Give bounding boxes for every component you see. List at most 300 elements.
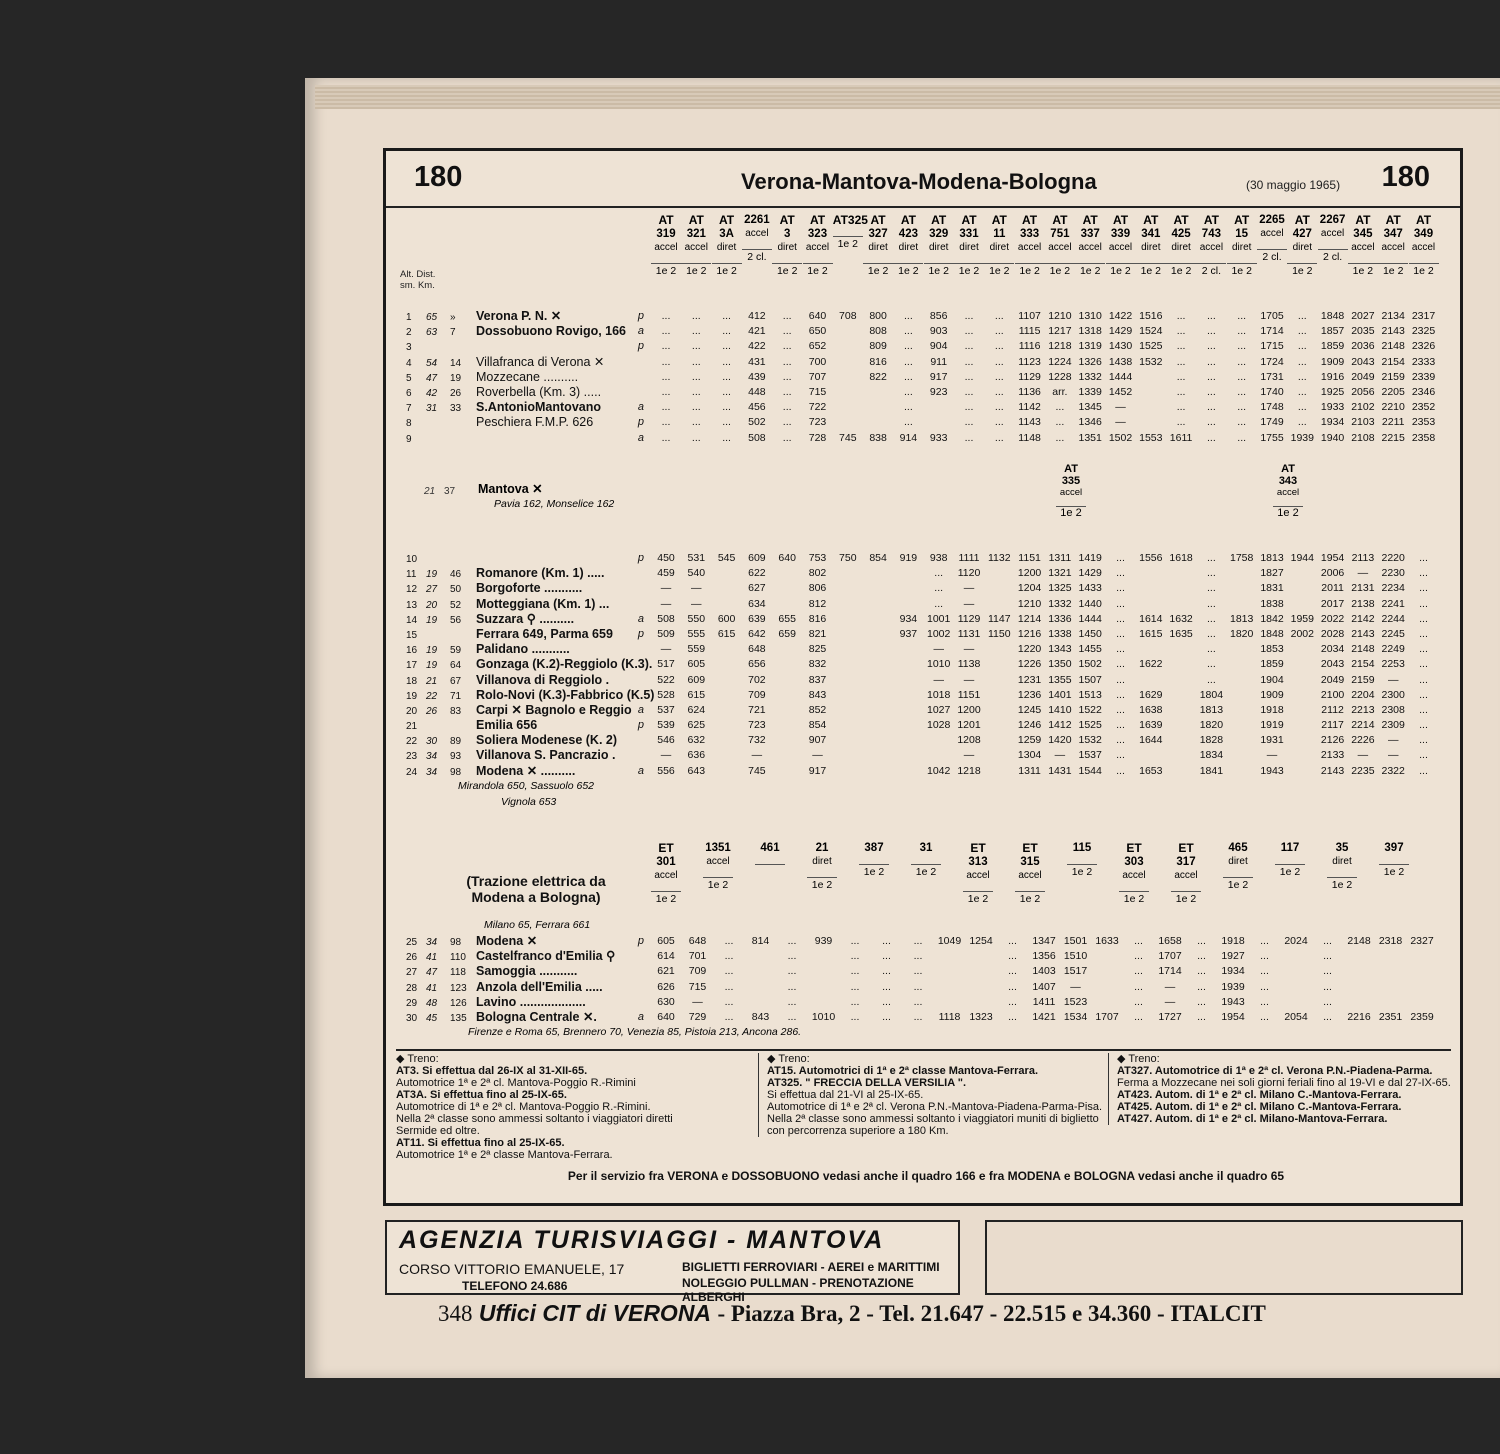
station-row (406, 748, 646, 763)
time-cell: 1705 (1260, 310, 1284, 322)
time-cell: 1813 (1199, 703, 1224, 716)
time-cell: 1420 (1048, 734, 1072, 747)
station-altitude: 31 (426, 403, 438, 415)
time-cell: 1618 (1169, 552, 1193, 564)
time-cell: 1216 (1017, 627, 1042, 640)
time-cell: 2036 (1351, 340, 1375, 353)
time-cell: ... (1207, 612, 1216, 625)
train-class: 1e 2 (1223, 877, 1253, 892)
time-cell: 937 (899, 627, 918, 640)
train-column-header (1318, 213, 1348, 264)
time-cell: 2211 (1381, 416, 1405, 429)
train-column-header (924, 213, 954, 278)
time-cell: 1644 (1139, 734, 1163, 747)
time-cell: ... (882, 995, 891, 1008)
time-cell: 1444 (1078, 612, 1102, 625)
train-number: 345 (1353, 228, 1373, 240)
station-name: Rolo-Novi (K.3)-Fabbrico (K.5) (476, 687, 655, 702)
time-cell: 1138 (957, 658, 981, 671)
row-number: 4 (406, 357, 412, 369)
station-name: Emilia 656 (476, 718, 538, 733)
time-cell: 2108 (1351, 431, 1375, 444)
time-cell: 852 (808, 703, 827, 716)
time-cell: 1707 (1095, 1010, 1119, 1023)
time-cell: ... (1134, 935, 1143, 947)
train-column-header (1166, 213, 1196, 278)
train-category: diret (928, 242, 949, 253)
time-cell: ... (1008, 1010, 1017, 1023)
time-cell: 2143 (1320, 764, 1345, 777)
station-name: Villafranca di Verona ✕ (476, 354, 605, 369)
time-cell: 652 (808, 340, 827, 353)
time-cell: 1027 (927, 703, 951, 716)
time-cell: 1748 (1260, 401, 1284, 414)
time-cell: 609 (748, 552, 766, 564)
time-cell: 1927 (1221, 950, 1245, 963)
station-row (406, 657, 653, 672)
train-category: accel (1351, 242, 1375, 253)
time-cell: — (691, 582, 702, 595)
time-cell: 802 (808, 567, 827, 580)
station-altitude: 47 (426, 967, 438, 979)
train-column-header (1223, 841, 1253, 892)
time-cell: — (963, 582, 975, 595)
time-cell: 2346 (1411, 385, 1436, 398)
time-cell: ... (913, 965, 923, 978)
time-cell: ... (1323, 965, 1332, 978)
time-cell: 2054 (1284, 1010, 1308, 1023)
table-header (386, 151, 1460, 208)
time-cell: — (963, 643, 975, 656)
time-cell: 1150 (988, 627, 1011, 640)
time-cell: 750 (839, 552, 857, 564)
time-cell: 556 (657, 764, 675, 777)
station-name: Villanova di Reggiolo . (476, 672, 610, 687)
train-type: ET (1126, 841, 1142, 855)
time-cell: 1939 (1290, 431, 1314, 444)
connections-bottom: Firenze e Roma 65, Brennero 70, Venezia 85, Pistoia 213, Ancona 286. (468, 1026, 802, 1038)
time-cell: ... (904, 370, 913, 383)
train-class: 1e 2 (1273, 506, 1303, 519)
time-cell: 643 (687, 764, 706, 777)
train-class: 1e 2 (1119, 891, 1149, 906)
time-cell: ... (904, 325, 913, 338)
time-cell: ... (724, 995, 734, 1008)
time-cell: 2154 (1351, 658, 1375, 671)
time-cell: ... (1207, 673, 1216, 686)
connections-note: Mirandola 650, Sassuolo 652 (458, 780, 595, 792)
time-cell: ... (1207, 567, 1216, 580)
time-cell: 1343 (1048, 643, 1072, 656)
time-cell: ... (934, 597, 944, 610)
time-cell: ... (1116, 643, 1125, 656)
time-cell: 1116 (1018, 340, 1041, 353)
timetable-row (651, 597, 1451, 612)
arr-dep-marker: a (637, 612, 644, 625)
station-altitude: 34 (426, 937, 438, 948)
time-cell: 422 (748, 340, 766, 353)
time-cell: 2351 (1378, 1010, 1403, 1023)
time-cell: 2011 (1321, 582, 1344, 595)
traction-note: (Trazione elettrica da Modena a Bologna) (466, 873, 606, 905)
train-number: 341 (1141, 228, 1161, 240)
time-cell: ... (1116, 627, 1125, 640)
timetable-row (651, 995, 1451, 1010)
station-km: 26 (450, 387, 462, 399)
time-cell: ... (913, 995, 923, 1008)
time-cell: ... (782, 310, 792, 322)
time-cell: ... (787, 995, 797, 1008)
time-cell: 1218 (957, 764, 981, 777)
time-cell: 508 (657, 612, 675, 625)
time-cell: — (933, 673, 944, 686)
time-cell: ... (1207, 582, 1216, 595)
train-category: accel (1017, 242, 1042, 253)
time-cell: 1326 (1078, 355, 1102, 368)
time-cell: 2102 (1351, 401, 1375, 414)
time-cell: 1111 (958, 552, 980, 564)
time-cell: ... (1207, 658, 1216, 671)
time-cell: — (1266, 749, 1278, 762)
time-cell: ... (1237, 325, 1247, 338)
time-cell: 1525 (1139, 340, 1163, 353)
footnote-line: Si effettua dal 21-VI al 25-IX-65. (767, 1089, 924, 1101)
train-number: 313 (968, 856, 988, 868)
time-cell: 1452 (1108, 385, 1133, 398)
arr-dep-marker: a (637, 703, 644, 716)
station-row (406, 612, 646, 627)
time-cell: ... (722, 310, 731, 322)
time-cell: 625 (687, 719, 706, 732)
train-class: 1e 2 (703, 877, 733, 892)
time-cell: ... (661, 325, 671, 338)
time-cell: ... (1237, 310, 1247, 322)
time-cell: ... (782, 325, 792, 338)
train-column-header (1196, 213, 1226, 278)
station-km: 71 (450, 690, 462, 702)
time-cell: 412 (748, 310, 766, 322)
time-cell: ... (1207, 627, 1216, 640)
time-cell: 837 (808, 673, 827, 686)
timetable-row (651, 733, 1451, 748)
time-cell: ... (1237, 370, 1247, 383)
time-cell: 939 (814, 935, 833, 947)
time-cell: 636 (687, 749, 706, 762)
time-cell: ... (882, 950, 891, 963)
km-label: Km. (417, 280, 435, 291)
train-column-header (742, 213, 772, 264)
time-cell: 1629 (1139, 688, 1163, 701)
footnote-line: Automotrice di 1ª e 2ª cl. Mantova-Poggio R.-Rimini. (396, 1101, 651, 1113)
time-cell: ... (1207, 385, 1216, 398)
time-cell: 1204 (1017, 582, 1042, 595)
train-number: 2267 (1319, 214, 1346, 226)
train-column-header (1227, 213, 1257, 278)
time-cell: — (1164, 995, 1176, 1008)
time-cell: 1254 (969, 935, 993, 947)
row-number: 8 (406, 418, 412, 430)
time-cell: 2333 (1411, 355, 1436, 368)
time-cell: — (1357, 567, 1369, 580)
train-category: accel (966, 870, 990, 881)
station-row (406, 642, 646, 657)
station-name: Gonzaga (K.2)-Reggiolo (K.3). (476, 657, 653, 672)
time-cell: ... (1260, 1010, 1269, 1023)
time-cell: ... (1008, 935, 1017, 947)
train-column-header (712, 213, 742, 278)
time-cell: 709 (688, 965, 707, 978)
time-cell: ... (1237, 385, 1247, 398)
train-class: 1e 2 (1075, 263, 1105, 278)
time-cell: ... (691, 355, 701, 368)
time-cell: 1707 (1158, 950, 1182, 963)
time-cell: ... (1207, 401, 1216, 414)
train-number: 387 (864, 842, 884, 854)
train-type: AT (1355, 213, 1371, 227)
time-cell: 1438 (1108, 355, 1133, 368)
time-cell: 1909 (1260, 688, 1284, 701)
station-altitude: 19 (426, 569, 438, 581)
row-number: 16 (406, 645, 418, 657)
time-cell: 1934 (1320, 416, 1345, 429)
time-cell: — (1054, 749, 1066, 762)
time-cell: 2154 (1381, 355, 1405, 368)
time-cell: ... (1419, 719, 1428, 732)
time-cell: ... (782, 355, 792, 368)
time-cell: 559 (687, 643, 706, 656)
time-cell: ... (904, 355, 913, 368)
time-cell: ... (994, 355, 1004, 368)
advert-box (385, 1220, 960, 1304)
timetable-row (651, 385, 1451, 400)
time-cell: 715 (808, 385, 827, 398)
time-cell: ... (1116, 719, 1125, 732)
timetable-row (651, 612, 1451, 627)
train-column-header (863, 213, 893, 278)
time-cell: ... (1055, 431, 1065, 444)
time-cell: 1220 (1017, 643, 1042, 656)
time-cell: 1129 (957, 612, 981, 625)
time-cell: 1553 (1139, 431, 1163, 444)
train-category: diret (898, 242, 919, 253)
time-cell: 2134 (1381, 310, 1405, 322)
time-cell: 1419 (1078, 552, 1102, 564)
arr-dep-marker: p (637, 935, 644, 947)
time-cell: ... (994, 385, 1004, 398)
station-altitude: 20 (426, 599, 438, 611)
time-cell: 2235 (1351, 764, 1375, 777)
time-cell: 2028 (1320, 627, 1345, 640)
time-cell: 808 (869, 325, 887, 338)
station-name: Verona P. N. ✕ (476, 309, 562, 323)
time-cell: 1217 (1048, 325, 1072, 338)
train-class: 1e 2 (807, 877, 837, 892)
time-cell: 917 (808, 764, 827, 777)
time-cell: 753 (808, 552, 827, 564)
time-cell: ... (1237, 355, 1247, 368)
time-cell: ... (1197, 980, 1206, 993)
station-name: Borgoforte ........... (476, 581, 583, 596)
time-cell: 1429 (1108, 325, 1133, 338)
train-number: 1351 (705, 842, 731, 854)
station-row (406, 980, 646, 995)
time-cell: 700 (808, 355, 827, 368)
station-altitude: 19 (426, 660, 438, 672)
time-cell: 1410 (1048, 703, 1072, 716)
time-cell: ... (691, 431, 701, 444)
footnote-line: AT11. Si effettua fino al 25-IX-65. (396, 1137, 565, 1149)
train-number: 301 (656, 856, 676, 868)
footnote-line: ◆ Treno: (1117, 1053, 1160, 1065)
time-cell: ... (782, 416, 792, 429)
time-cell: 1918 (1221, 935, 1245, 947)
station-km: 52 (450, 599, 462, 611)
time-cell: 1339 (1078, 385, 1102, 398)
time-cell: 1943 (1221, 995, 1245, 1008)
stations-bottom (406, 934, 646, 1025)
time-cell: ... (1419, 643, 1428, 656)
time-cell: 456 (748, 401, 766, 414)
train-category: diret (1231, 242, 1252, 253)
time-cell: — (660, 597, 672, 610)
time-cell: ... (782, 385, 792, 398)
time-cell: ... (722, 370, 731, 383)
time-cell: 1218 (1048, 340, 1072, 353)
station-name: Soliera Modenese (K. 2) (476, 733, 618, 748)
time-cell: 1916 (1320, 370, 1345, 383)
train-type: ET (970, 841, 986, 855)
time-cell: 634 (748, 597, 766, 610)
time-cell: ... (850, 980, 860, 993)
time-cell: ... (1197, 1010, 1206, 1023)
time-cell: ... (691, 325, 701, 338)
time-cell: 1842 (1260, 612, 1284, 625)
station-altitude: 45 (426, 1012, 438, 1024)
time-cell: 702 (748, 673, 766, 686)
time-cell: 1210 (1017, 597, 1042, 610)
station-km: » (450, 312, 456, 323)
train-category: diret (777, 242, 797, 253)
time-cell: 1115 (1018, 325, 1041, 338)
time-cell: 439 (748, 370, 766, 383)
train-column-header (963, 841, 993, 906)
arr-dep-marker: p (637, 416, 644, 429)
time-cell: 2159 (1381, 370, 1405, 383)
train-category: accel (1078, 242, 1102, 253)
station-altitude: 63 (426, 327, 438, 339)
time-cell: ... (1419, 567, 1428, 580)
station-name: Palidano ........... (476, 642, 570, 657)
row-number: 10 (406, 554, 418, 565)
train-category: diret (1292, 242, 1313, 253)
train-number: 329 (929, 228, 949, 240)
footnotes-col-2 (758, 1053, 1107, 1137)
time-cell: 1934 (1221, 965, 1245, 978)
time-cell: ... (661, 385, 671, 398)
time-cell: ... (1116, 552, 1125, 564)
train-number: 15 (1235, 228, 1249, 240)
time-cell: ... (1008, 965, 1017, 978)
time-cell: 1123 (1018, 355, 1041, 368)
train-number: 31 (919, 842, 933, 854)
time-cell: ... (1116, 582, 1125, 595)
time-cell: 1959 (1290, 612, 1314, 625)
station-name: Suzzara ⚲ .......... (476, 611, 575, 626)
train-type: AT (688, 213, 704, 227)
station-altitude: 26 (426, 705, 438, 717)
station-row (406, 581, 646, 596)
time-cell: 1838 (1260, 597, 1284, 610)
mantova-alt: 21 (424, 486, 436, 497)
train-column-header (1119, 841, 1149, 906)
time-cell: 1931 (1260, 734, 1284, 747)
time-cell: 1259 (1017, 734, 1042, 747)
time-cell: 1412 (1048, 719, 1072, 732)
time-cell: 2220 (1381, 552, 1405, 564)
train-column-header (911, 841, 941, 879)
timetable-row (651, 688, 1451, 703)
time-cell: ... (964, 325, 974, 338)
arr-dep-marker: a (637, 764, 644, 777)
time-cell: ... (787, 980, 797, 993)
train-class: 1e 2 (1015, 263, 1045, 278)
time-cell: 1336 (1048, 612, 1072, 625)
time-cell: 1345 (1078, 401, 1102, 414)
time-cell: 1356 (1032, 950, 1056, 963)
timetable-bottom (651, 934, 1451, 1025)
time-cell: ... (1323, 935, 1332, 947)
timetable-row (651, 566, 1451, 581)
time-cell: ... (782, 431, 792, 444)
time-cell: ... (1297, 416, 1307, 429)
time-cell: 1522 (1078, 703, 1102, 716)
time-cell: — (933, 643, 944, 656)
time-cell: ... (787, 965, 797, 978)
train-class: 1e 2 (772, 263, 802, 278)
time-cell: 1639 (1139, 719, 1163, 732)
train-type: ET (1022, 841, 1038, 855)
train-type: AT (900, 213, 916, 227)
time-cell: ... (722, 340, 731, 353)
train-class: 1e 2 (1409, 263, 1439, 278)
timetable-row (651, 324, 1451, 339)
time-cell: ... (904, 416, 913, 429)
time-cell: 1318 (1078, 325, 1102, 338)
time-cell: 2148 (1381, 340, 1405, 353)
time-cell: 656 (748, 658, 766, 671)
station-row (406, 934, 646, 949)
train-column-header (859, 841, 889, 879)
time-cell: 1537 (1078, 749, 1102, 762)
time-cell: 806 (808, 582, 827, 595)
station-name: Dossobuono Rovigo, 166 (476, 324, 627, 339)
time-cell: 2215 (1381, 431, 1405, 444)
time-cell: 655 (778, 612, 796, 625)
time-cell: 2100 (1320, 688, 1345, 701)
station-row (406, 995, 646, 1010)
time-cell: 632 (687, 734, 706, 747)
time-cell: 1517 (1063, 965, 1088, 978)
train-type: AT (1022, 213, 1038, 227)
time-cell: 715 (688, 980, 707, 993)
time-cell: ... (964, 370, 974, 383)
timetable-row (651, 980, 1451, 995)
time-cell: 2138 (1351, 597, 1375, 610)
time-cell: ... (1176, 340, 1186, 353)
train-type: AT (931, 213, 947, 227)
time-cell: 729 (688, 1010, 707, 1023)
time-cell: 1954 (1320, 552, 1345, 564)
